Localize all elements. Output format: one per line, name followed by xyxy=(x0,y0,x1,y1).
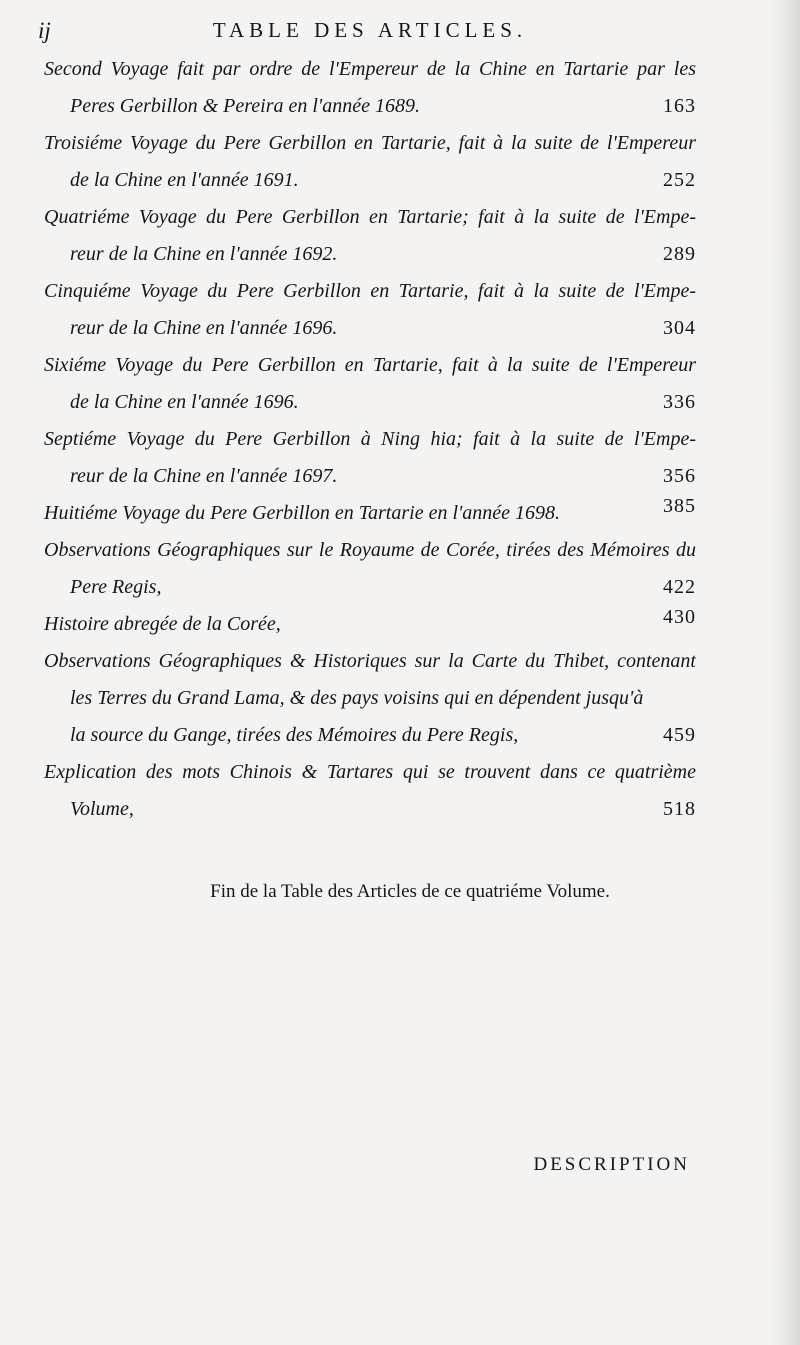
toc-page-number: 289 xyxy=(663,243,696,265)
toc-entry xyxy=(0,51,800,125)
toc-entry-line: reur de la Chine en l'année 1692. xyxy=(70,243,338,265)
toc-entry-line: de la Chine en l'année 1691. xyxy=(70,169,299,191)
toc-entry-line: reur de la Chine en l'année 1696. xyxy=(70,317,338,339)
toc-entry xyxy=(0,421,800,495)
toc-entry-line: Observations Géographiques sur le Royaume de Corée, tirées des Mémoires du xyxy=(44,539,696,561)
toc-entry xyxy=(0,125,800,199)
toc-entry-line: Histoire abregée de la Corée, xyxy=(44,613,281,635)
toc-entry-line: les Terres du Grand Lama, & des pays voisins qui en dépendent jusqu'à xyxy=(70,687,644,709)
toc-entry xyxy=(0,347,800,421)
toc-entry-line: Peres Gerbillon & Pereira en l'année 1689. xyxy=(70,95,420,117)
toc-entry-line: Sixiéme Voyage du Pere Gerbillon en Tartarie, fait à la suite de l'Empereur xyxy=(44,354,696,376)
toc-entry-line: Cinquiéme Voyage du Pere Gerbillon en Tartarie, fait à la suite de l'Empe- xyxy=(44,280,696,302)
toc-page-number: 422 xyxy=(663,576,696,598)
toc-entry-line: Septiéme Voyage du Pere Gerbillon à Ning hia; fait à la suite de l'Empe- xyxy=(44,428,696,450)
toc-entry-line: Explication des mots Chinois & Tartares qui se trouvent dans ce quatrième xyxy=(44,761,696,783)
toc-entry xyxy=(0,532,800,606)
toc-entry xyxy=(0,754,800,828)
toc-page-number: 356 xyxy=(663,465,696,487)
catchword: DESCRIPTION xyxy=(533,1154,690,1175)
toc-entry-line: la source du Gange, tirées des Mémoires du Pere Regis, xyxy=(70,724,519,746)
toc-entry-line: de la Chine en l'année 1696. xyxy=(70,391,299,413)
toc-page-number: 336 xyxy=(663,391,696,413)
toc-page-number: 385 xyxy=(663,495,696,517)
toc-entry-line: Second Voyage fait par ordre de l'Empereur de la Chine en Tartarie par les xyxy=(44,58,696,80)
toc-entry xyxy=(0,199,800,273)
toc-entry xyxy=(0,606,800,643)
toc-entry-line: reur de la Chine en l'année 1697. xyxy=(70,465,338,487)
toc-entry xyxy=(0,273,800,347)
toc-page-number: 518 xyxy=(663,798,696,820)
toc-page-number: 304 xyxy=(663,317,696,339)
toc-page-number: 163 xyxy=(663,95,696,117)
running-title: TABLE DES ARTICLES. xyxy=(212,18,528,42)
toc-entry-line: Observations Géographiques & Historiques sur la Carte du Thibet, contenant xyxy=(44,650,696,672)
table-end-note: Fin de la Table des Articles de ce quatriéme Volume. xyxy=(210,881,610,902)
toc-entry-line: Troisiéme Voyage du Pere Gerbillon en Tartarie, fait à la suite de l'Empereur xyxy=(44,132,696,154)
toc-page-number: 459 xyxy=(663,724,696,746)
table-of-contents xyxy=(0,51,800,828)
toc-page-number: 252 xyxy=(663,169,696,191)
toc-page-number: 430 xyxy=(663,606,696,628)
toc-entry-line: Volume, xyxy=(70,798,134,820)
toc-entry-line: Quatriéme Voyage du Pere Gerbillon en Tartarie; fait à la suite de l'Empe- xyxy=(44,206,696,228)
toc-entry-line: Huitiéme Voyage du Pere Gerbillon en Tartarie en l'année 1698. xyxy=(44,502,561,524)
toc-entry xyxy=(0,495,800,532)
page-header xyxy=(38,18,702,52)
toc-entry-line: Pere Regis, xyxy=(70,576,162,598)
toc-entry xyxy=(0,643,800,754)
page-number: ij xyxy=(38,18,51,43)
